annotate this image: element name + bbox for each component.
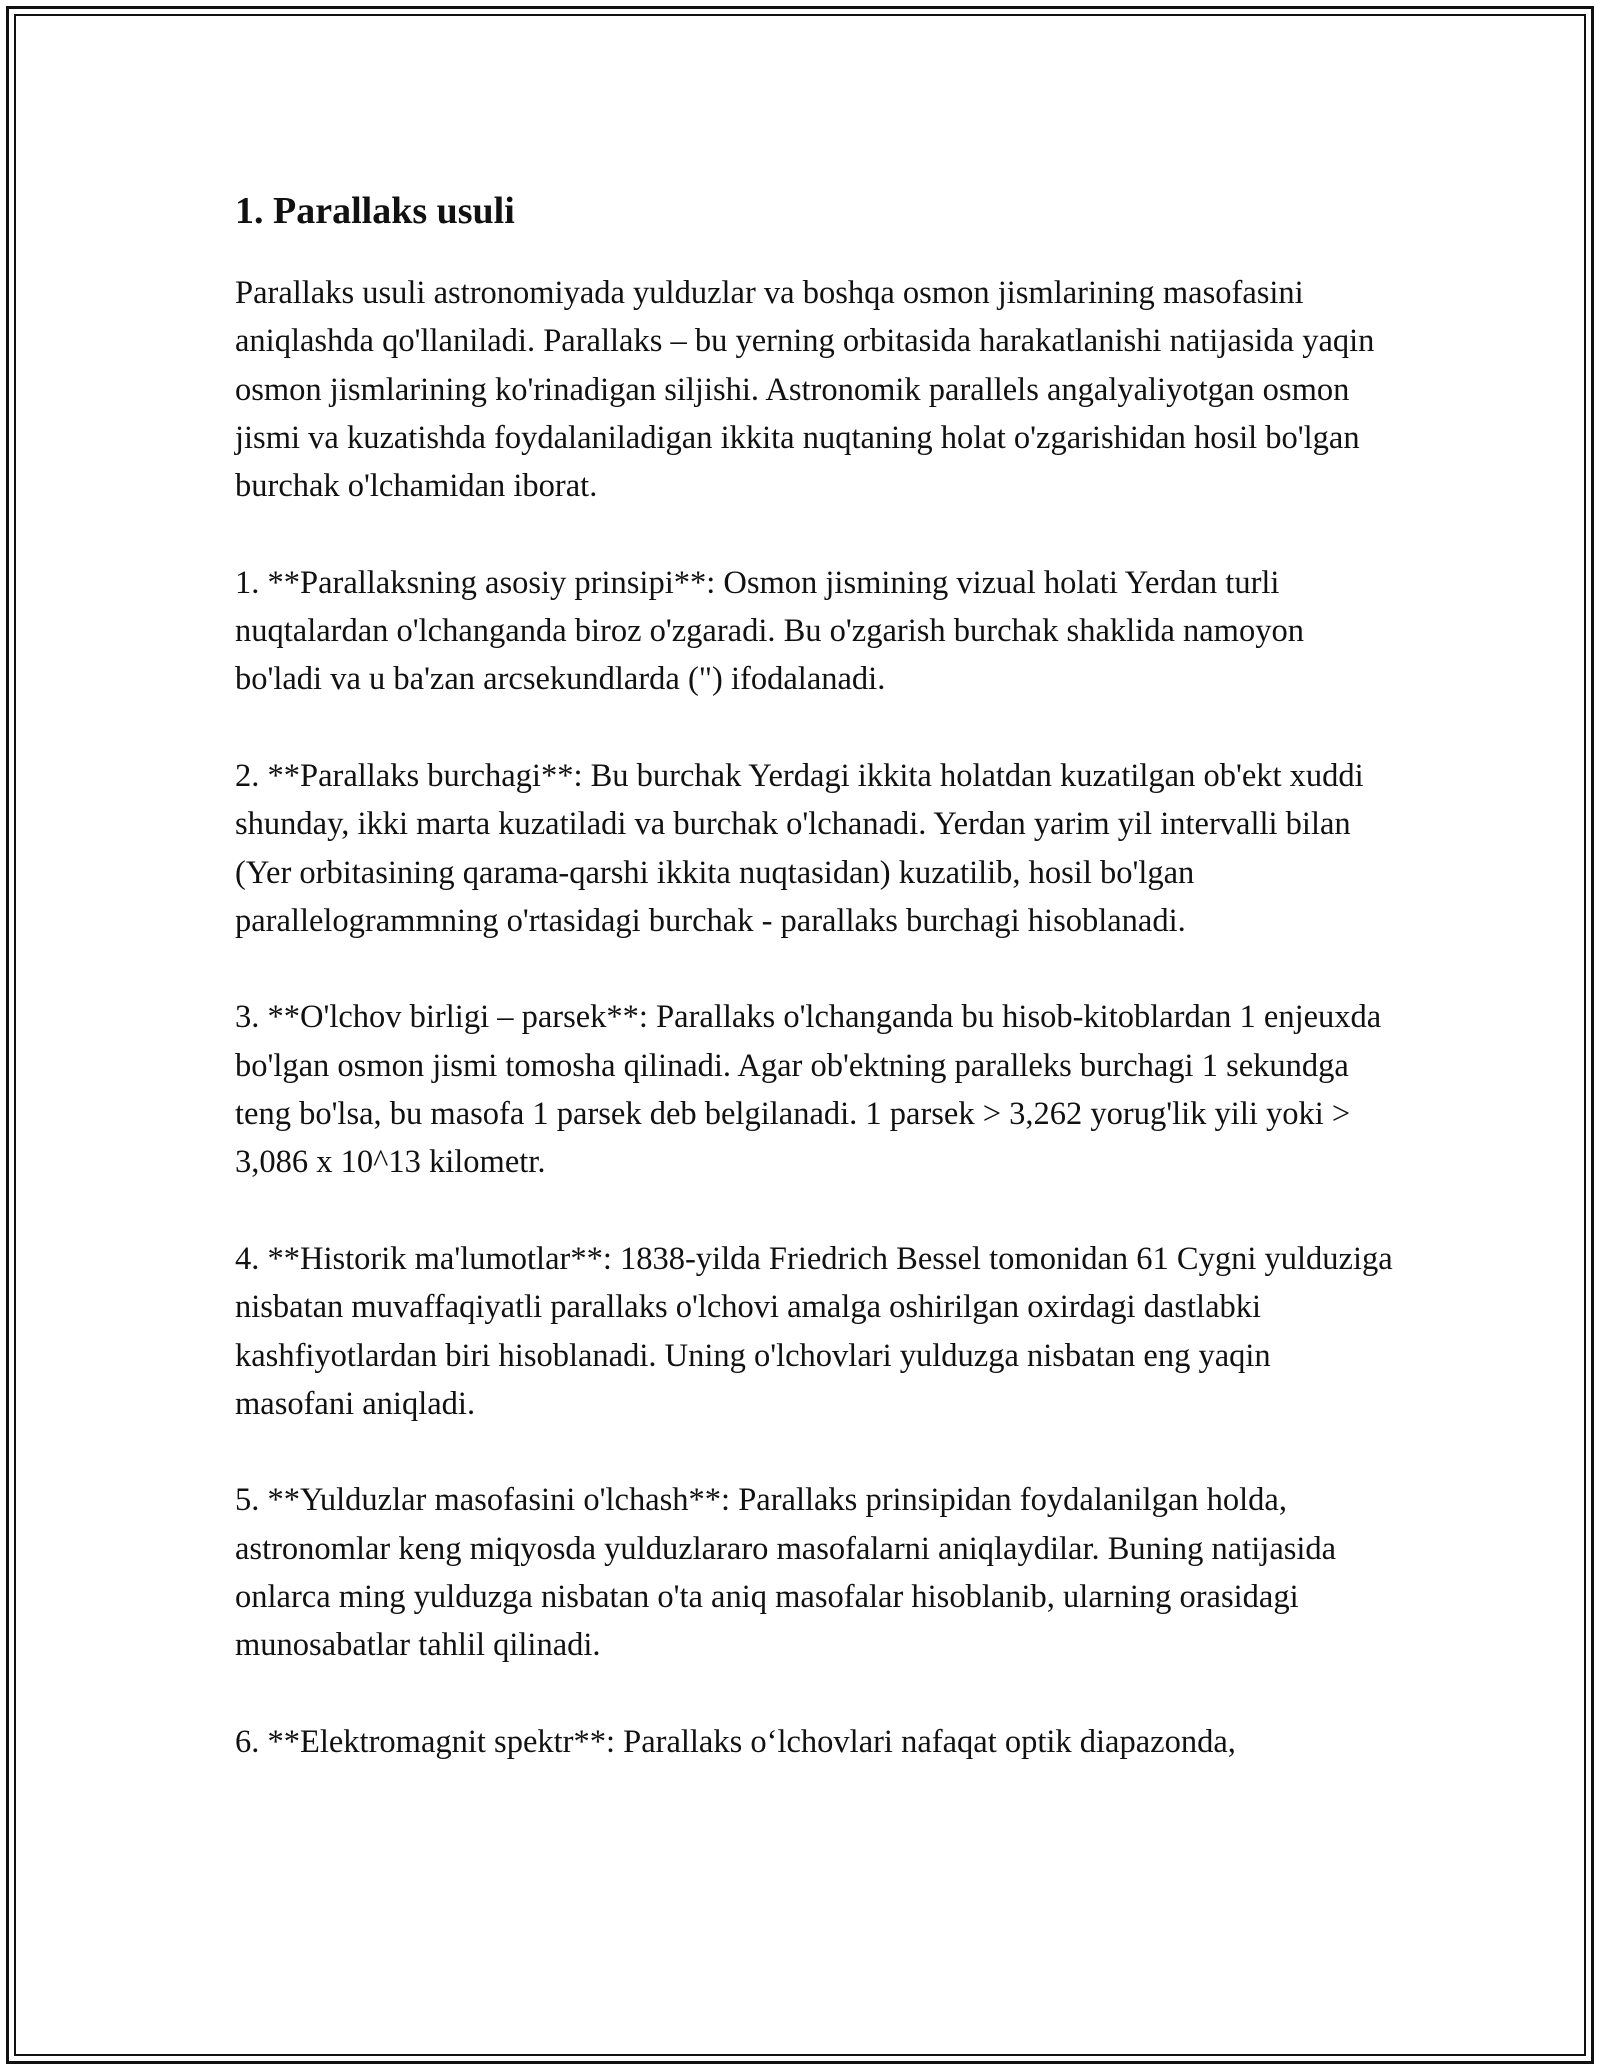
section-title: 1. Parallaks usuli (235, 190, 515, 232)
list-item-2: 2. **Parallaks burchagi**: Bu burchak Yerdagi ikkita holatdan kuzatilgan ob'ekt xuddi shunday, ikki marta kuzatiladi va burchak o'lchanadi. Yerdan yarim yil intervalli bilan (Yer orbitasining qarama-qarshi ikkita nuqtasidan) kuzatilib, hosil bo'lgan parallelogrammning o'rtasidagi burchak - parallaks burchagi hisoblanadi. (235, 757, 1364, 939)
list-item-1: 1. **Parallaksning asosiy prinsipi**: Osmon jismining vizual holati Yerdan turli nuqtalardan o'lchanganda biroz o'zgaradi. Bu o'zgarish burchak shaklida namoyon bo'ladi va u ba'zan arcsekundlarda (") ifodalanadi. (235, 564, 1304, 698)
list-item-3: 3. **O'lchov birligi – parsek**: Parallaks o'lchanganda bu hisob-kitoblardan 1 enjeuxda bo'lgan osmon jismi tomosha qilinadi. Agar ob'ektning paralleks burchagi 1 sekundga teng bo'lsa, bu masofa 1 parsek deb belgilanadi. 1 parsek > 3,262 yorug'lik yili yoki > 3,086 x 10^13 kilometr. (235, 999, 1382, 1181)
list-item-6: 6. **Elektromagnit spektr**: Parallaks o‘lchovlari nafaqat optik diapazonda, (235, 1723, 1236, 1760)
document-body (235, 185, 1395, 1815)
list-item-5: 5. **Yulduzlar masofasini o'lchash**: Parallaks prinsipidan foydalanilgan holda, astronomlar keng miqyosda yulduzlararo masofalarni aniqlaydilar. Buning natijasida onlarca ming yulduzga nisbatan o'ta aniq masofalar hisoblanib, ularning orasidagi munosabatlar tahlil qilinadi. (235, 1482, 1337, 1664)
list-item-4: 4. **Historik ma'lumotlar**: 1838-yilda Friedrich Bessel tomonidan 61 Cygni yulduziga nisbatan muvaffaqiyatli parallaks o'lchovi amalga oshirilgan oxirdagi dastlabki kashfiyotlardan biri hisoblanadi. Uning o'lchovlari yulduzga nisbatan eng yaqin masofani aniqladi. (235, 1240, 1393, 1422)
intro-paragraph: Parallaks usuli astronomiyada yulduzlar va boshqa osmon jismlarining masofasini aniqlashda qo'llaniladi. Parallaks – bu yerning orbitasida harakatlanishi natijasida yaqin osmon jismlarining ko'rinadigan siljishi. Astronomik parallels angalyaliyotgan osmon jismi va kuzatishda foydalaniladigan ikkita nuqtaning holat o'zgarishidan hosil bo'lgan burchak o'lchamidan iborat. (235, 275, 1375, 505)
